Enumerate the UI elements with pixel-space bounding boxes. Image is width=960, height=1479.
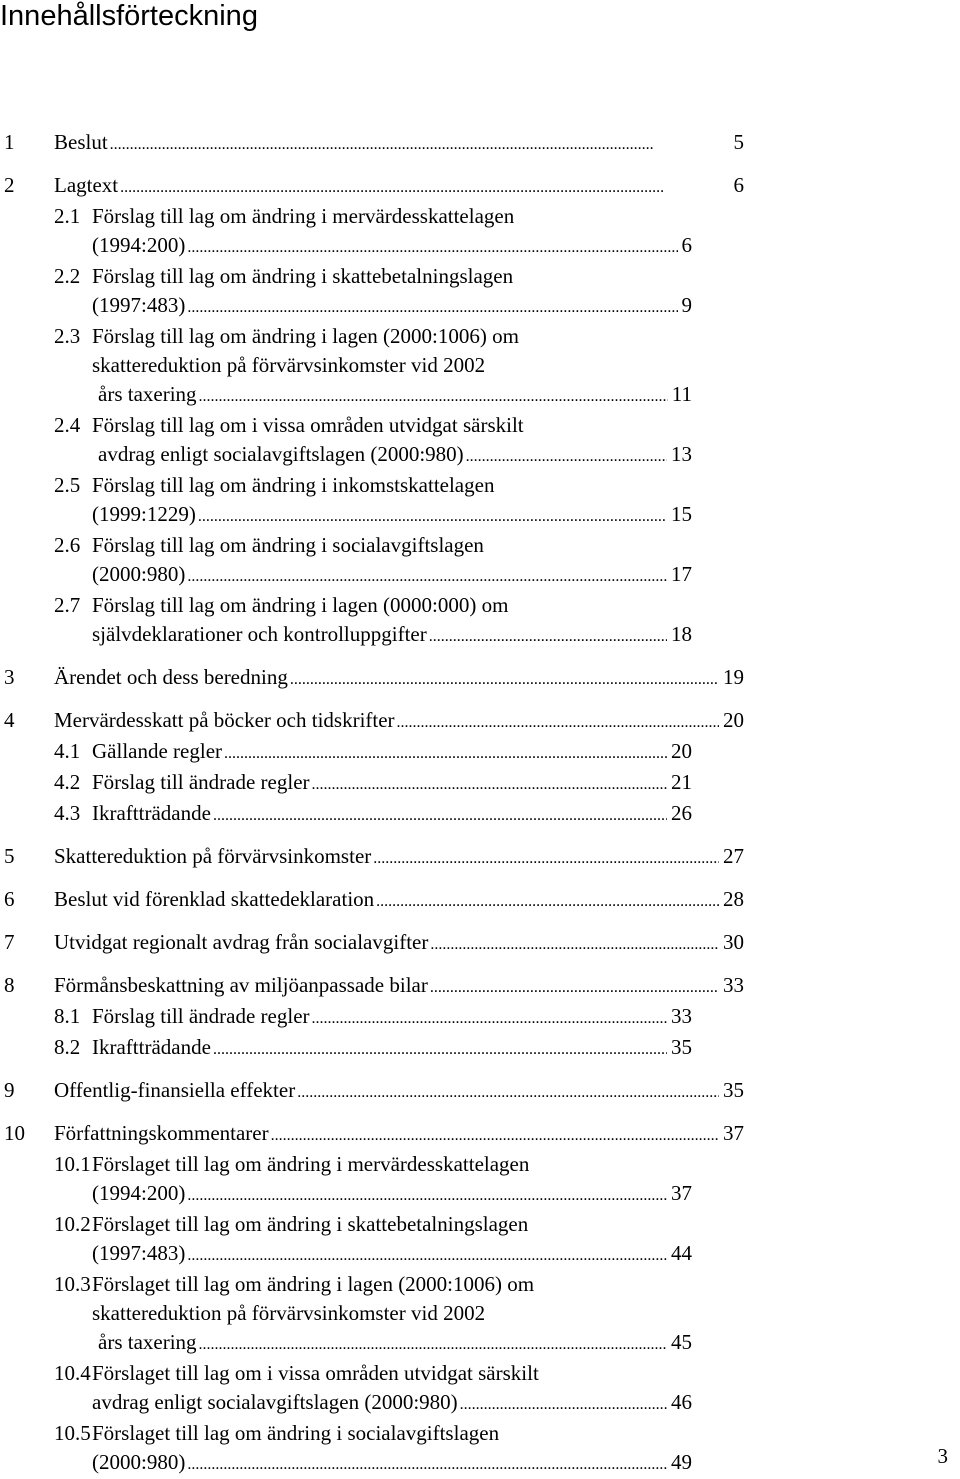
dot-leader xyxy=(187,231,677,262)
toc-entry-title: Förslag till lag om ändring i inkomstskattelagen xyxy=(92,473,495,497)
toc-entry-title: Förslag till lag om ändring i socialavgiftslagen xyxy=(92,533,484,557)
toc-entry[interactable] xyxy=(0,1419,960,1479)
dot-leader xyxy=(187,1239,667,1270)
toc-entry-title: Förslaget till lag om ändring i skattebetalningslagen xyxy=(92,1212,529,1236)
toc-entry-title: Förslag till lag om ändring i mervärdesskattelagen xyxy=(92,204,515,228)
dot-leader xyxy=(373,842,719,873)
toc-entry-page: 49 xyxy=(671,1450,692,1474)
toc-entry-page: 6 xyxy=(681,233,692,257)
dot-leader xyxy=(376,885,719,916)
toc-entry-title: (1994:200) xyxy=(92,233,186,257)
toc-entry-title: Utvidgat regionalt avdrag från socialavgifter xyxy=(54,930,429,954)
toc-entry-page: 44 xyxy=(671,1241,692,1265)
toc-entry-number: 2.4 xyxy=(54,413,81,437)
toc-entry-page: 33 xyxy=(671,1004,692,1028)
toc-entry-page: 35 xyxy=(723,1078,744,1102)
toc-entry-number: 10.4 xyxy=(54,1361,91,1385)
toc-entry[interactable] xyxy=(0,1033,960,1064)
toc-entry-title: års taxering xyxy=(98,382,197,406)
toc-entry-title: (2000:980) xyxy=(92,562,186,586)
toc-entry[interactable] xyxy=(0,202,960,262)
toc-entry-title: Förslaget till lag om ändring i socialavgiftslagen xyxy=(92,1421,500,1445)
toc-entry-page: 26 xyxy=(671,801,692,825)
toc-entry-title: skattereduktion på förvärvsinkomster vid 2002 xyxy=(92,353,486,377)
toc-entry-page: 35 xyxy=(671,1035,692,1059)
toc-entry[interactable] xyxy=(0,768,960,799)
toc-entry[interactable] xyxy=(0,971,960,1002)
toc-entry[interactable] xyxy=(0,706,960,737)
toc-entry-page: 11 xyxy=(671,382,692,406)
dot-leader xyxy=(198,500,667,531)
toc-entry-title: Skattereduktion på förvärvsinkomster xyxy=(54,844,372,868)
toc-entry[interactable] xyxy=(0,1270,960,1359)
toc-entry[interactable] xyxy=(0,322,960,411)
table-of-contents xyxy=(0,128,960,1479)
toc-entry-number: 4.1 xyxy=(54,739,81,763)
toc-entry-page: 15 xyxy=(671,502,692,526)
toc-entry-number: 2 xyxy=(4,173,15,197)
toc-entry-title: Offentlig-finansiella effekter xyxy=(54,1078,296,1102)
toc-entry-number: 10 xyxy=(4,1121,25,1145)
toc-entry-title: års taxering xyxy=(98,1330,197,1354)
dot-leader xyxy=(429,620,667,651)
toc-entry[interactable] xyxy=(0,1076,960,1107)
toc-entry[interactable] xyxy=(0,1002,960,1033)
toc-entry-title: (1997:483) xyxy=(92,1241,186,1265)
toc-entry-title: Förslag till ändrade regler xyxy=(92,1004,310,1028)
dot-leader xyxy=(224,737,667,768)
toc-entry[interactable] xyxy=(0,471,960,531)
dot-leader xyxy=(120,171,729,202)
toc-entry-page: 5 xyxy=(733,130,744,154)
toc-entry-number: 8.2 xyxy=(54,1035,81,1059)
toc-entry-title: Förmånsbeskattning av miljöanpassade bilar xyxy=(54,973,428,997)
toc-entry[interactable] xyxy=(0,928,960,959)
toc-entry-title: (1997:483) xyxy=(92,293,186,317)
dot-leader xyxy=(213,799,667,830)
dot-leader xyxy=(397,706,719,737)
toc-entry-number: 2.2 xyxy=(54,264,81,288)
toc-entry[interactable] xyxy=(0,663,960,694)
toc-entry-title: Beslut vid förenklad skattedeklaration xyxy=(54,887,375,911)
toc-entry-title: Författningskommentarer xyxy=(54,1121,269,1145)
dot-leader xyxy=(460,1388,667,1419)
toc-entry-number: 4 xyxy=(4,708,15,732)
toc-entry[interactable] xyxy=(0,1119,960,1150)
toc-entry-title: Gällande regler xyxy=(92,739,223,763)
dot-leader xyxy=(430,971,719,1002)
toc-entry-page: 9 xyxy=(681,293,692,317)
dot-leader xyxy=(187,291,677,322)
dot-leader xyxy=(199,380,668,411)
toc-entry-page: 20 xyxy=(723,708,744,732)
toc-entry-page: 6 xyxy=(733,173,744,197)
toc-entry-title: avdrag enligt socialavgiftslagen (2000:980) xyxy=(92,1390,458,1414)
toc-entry-title: Ikraftträdande xyxy=(92,801,211,825)
toc-entry-number: 2.6 xyxy=(54,533,81,557)
toc-entry-number: 4.2 xyxy=(54,770,81,794)
toc-entry-title: Förslag till ändrade regler xyxy=(92,770,310,794)
toc-entry[interactable] xyxy=(0,799,960,830)
toc-entry-number: 4.3 xyxy=(54,801,81,825)
toc-entry-page: 33 xyxy=(723,973,744,997)
toc-entry[interactable] xyxy=(0,1210,960,1270)
toc-entry-number: 7 xyxy=(4,930,15,954)
dot-leader xyxy=(430,928,719,959)
toc-entry-title: avdrag enligt socialavgiftslagen (2000:980) xyxy=(98,442,464,466)
dot-leader xyxy=(187,1179,667,1210)
toc-entry-title: (2000:980) xyxy=(92,1450,186,1474)
dot-leader xyxy=(213,1033,667,1064)
toc-entry[interactable] xyxy=(0,842,960,873)
toc-entry-page: 17 xyxy=(671,562,692,586)
toc-entry-title: Förslaget till lag om ändring i mervärdesskattelagen xyxy=(92,1152,530,1176)
toc-entry-number: 6 xyxy=(4,887,15,911)
dot-leader xyxy=(312,768,667,799)
toc-entry-number: 2.7 xyxy=(54,593,81,617)
toc-entry[interactable] xyxy=(0,171,960,202)
toc-entry-number: 2.1 xyxy=(54,204,81,228)
toc-entry-page: 13 xyxy=(671,442,692,466)
page-number: 3 xyxy=(937,1444,948,1468)
page-title: Innehållsförteckning xyxy=(0,0,258,32)
toc-entry-title: Ärendet och dess beredning xyxy=(54,665,288,689)
toc-entry-number: 10.3 xyxy=(54,1272,91,1296)
dot-leader xyxy=(312,1002,667,1033)
toc-entry-number: 3 xyxy=(4,665,15,689)
toc-entry-title: Förslaget till lag om ändring i lagen (2000:1006) om xyxy=(92,1272,535,1296)
toc-entry-page: 19 xyxy=(723,665,744,689)
toc-entry-page: 45 xyxy=(671,1330,692,1354)
toc-entry-title: (1999:1229) xyxy=(92,502,196,526)
dot-leader xyxy=(187,560,667,591)
toc-entry-number: 9 xyxy=(4,1078,15,1102)
toc-entry-title: Förslag till lag om ändring i lagen (2000:1006) om xyxy=(92,324,519,348)
toc-entry[interactable] xyxy=(0,262,960,322)
dot-leader xyxy=(290,663,719,694)
toc-entry-title: Ikraftträdande xyxy=(92,1035,211,1059)
dot-leader xyxy=(271,1119,719,1150)
toc-entry-page: 46 xyxy=(671,1390,692,1414)
toc-entry[interactable] xyxy=(0,128,960,159)
toc-entry-title: Förslag till lag om i vissa områden utvidgat särskilt xyxy=(92,413,524,437)
toc-entry[interactable] xyxy=(0,531,960,591)
toc-entry-title: Beslut xyxy=(54,130,108,154)
toc-entry-number: 1 xyxy=(4,130,15,154)
toc-entry-title: Lagtext xyxy=(54,173,119,197)
toc-entry-page: 37 xyxy=(671,1181,692,1205)
toc-entry-number: 10.1 xyxy=(54,1152,91,1176)
toc-entry[interactable] xyxy=(0,1150,960,1210)
toc-entry-number: 8.1 xyxy=(54,1004,81,1028)
toc-entry-title: Förslag till lag om ändring i lagen (0000:000) om xyxy=(92,593,509,617)
toc-entry-title: självdeklarationer och kontrolluppgifter xyxy=(92,622,427,646)
dot-leader xyxy=(297,1076,719,1107)
toc-entry-page: 37 xyxy=(723,1121,744,1145)
toc-entry-number: 8 xyxy=(4,973,15,997)
toc-entry-title: skattereduktion på förvärvsinkomster vid 2002 xyxy=(92,1301,486,1325)
toc-entry-number: 2.3 xyxy=(54,324,81,348)
toc-entry-title: Förslag till lag om ändring i skattebetalningslagen xyxy=(92,264,514,288)
toc-entry-number: 10.5 xyxy=(54,1421,91,1445)
toc-entry[interactable] xyxy=(0,737,960,768)
toc-entry-number: 5 xyxy=(4,844,15,868)
toc-entry-number: 2.5 xyxy=(54,473,81,497)
dot-leader xyxy=(466,440,667,471)
toc-entry-page: 18 xyxy=(671,622,692,646)
toc-entry-number: 10.2 xyxy=(54,1212,91,1236)
toc-entry-page: 21 xyxy=(671,770,692,794)
toc-entry[interactable] xyxy=(0,1359,960,1419)
toc-entry-page: 30 xyxy=(723,930,744,954)
toc-entry-title: Förslaget till lag om i vissa områden utvidgat särskilt xyxy=(92,1361,539,1385)
toc-entry-title: (1994:200) xyxy=(92,1181,186,1205)
dot-leader xyxy=(187,1448,667,1479)
toc-entry[interactable] xyxy=(0,885,960,916)
toc-entry[interactable] xyxy=(0,591,960,651)
toc-entry-page: 20 xyxy=(671,739,692,763)
dot-leader xyxy=(110,128,730,159)
dot-leader xyxy=(199,1328,667,1359)
toc-entry-page: 28 xyxy=(723,887,744,911)
toc-entry-title: Mervärdesskatt på böcker och tidskrifter xyxy=(54,708,395,732)
toc-entry[interactable] xyxy=(0,411,960,471)
toc-entry-page: 27 xyxy=(723,844,744,868)
